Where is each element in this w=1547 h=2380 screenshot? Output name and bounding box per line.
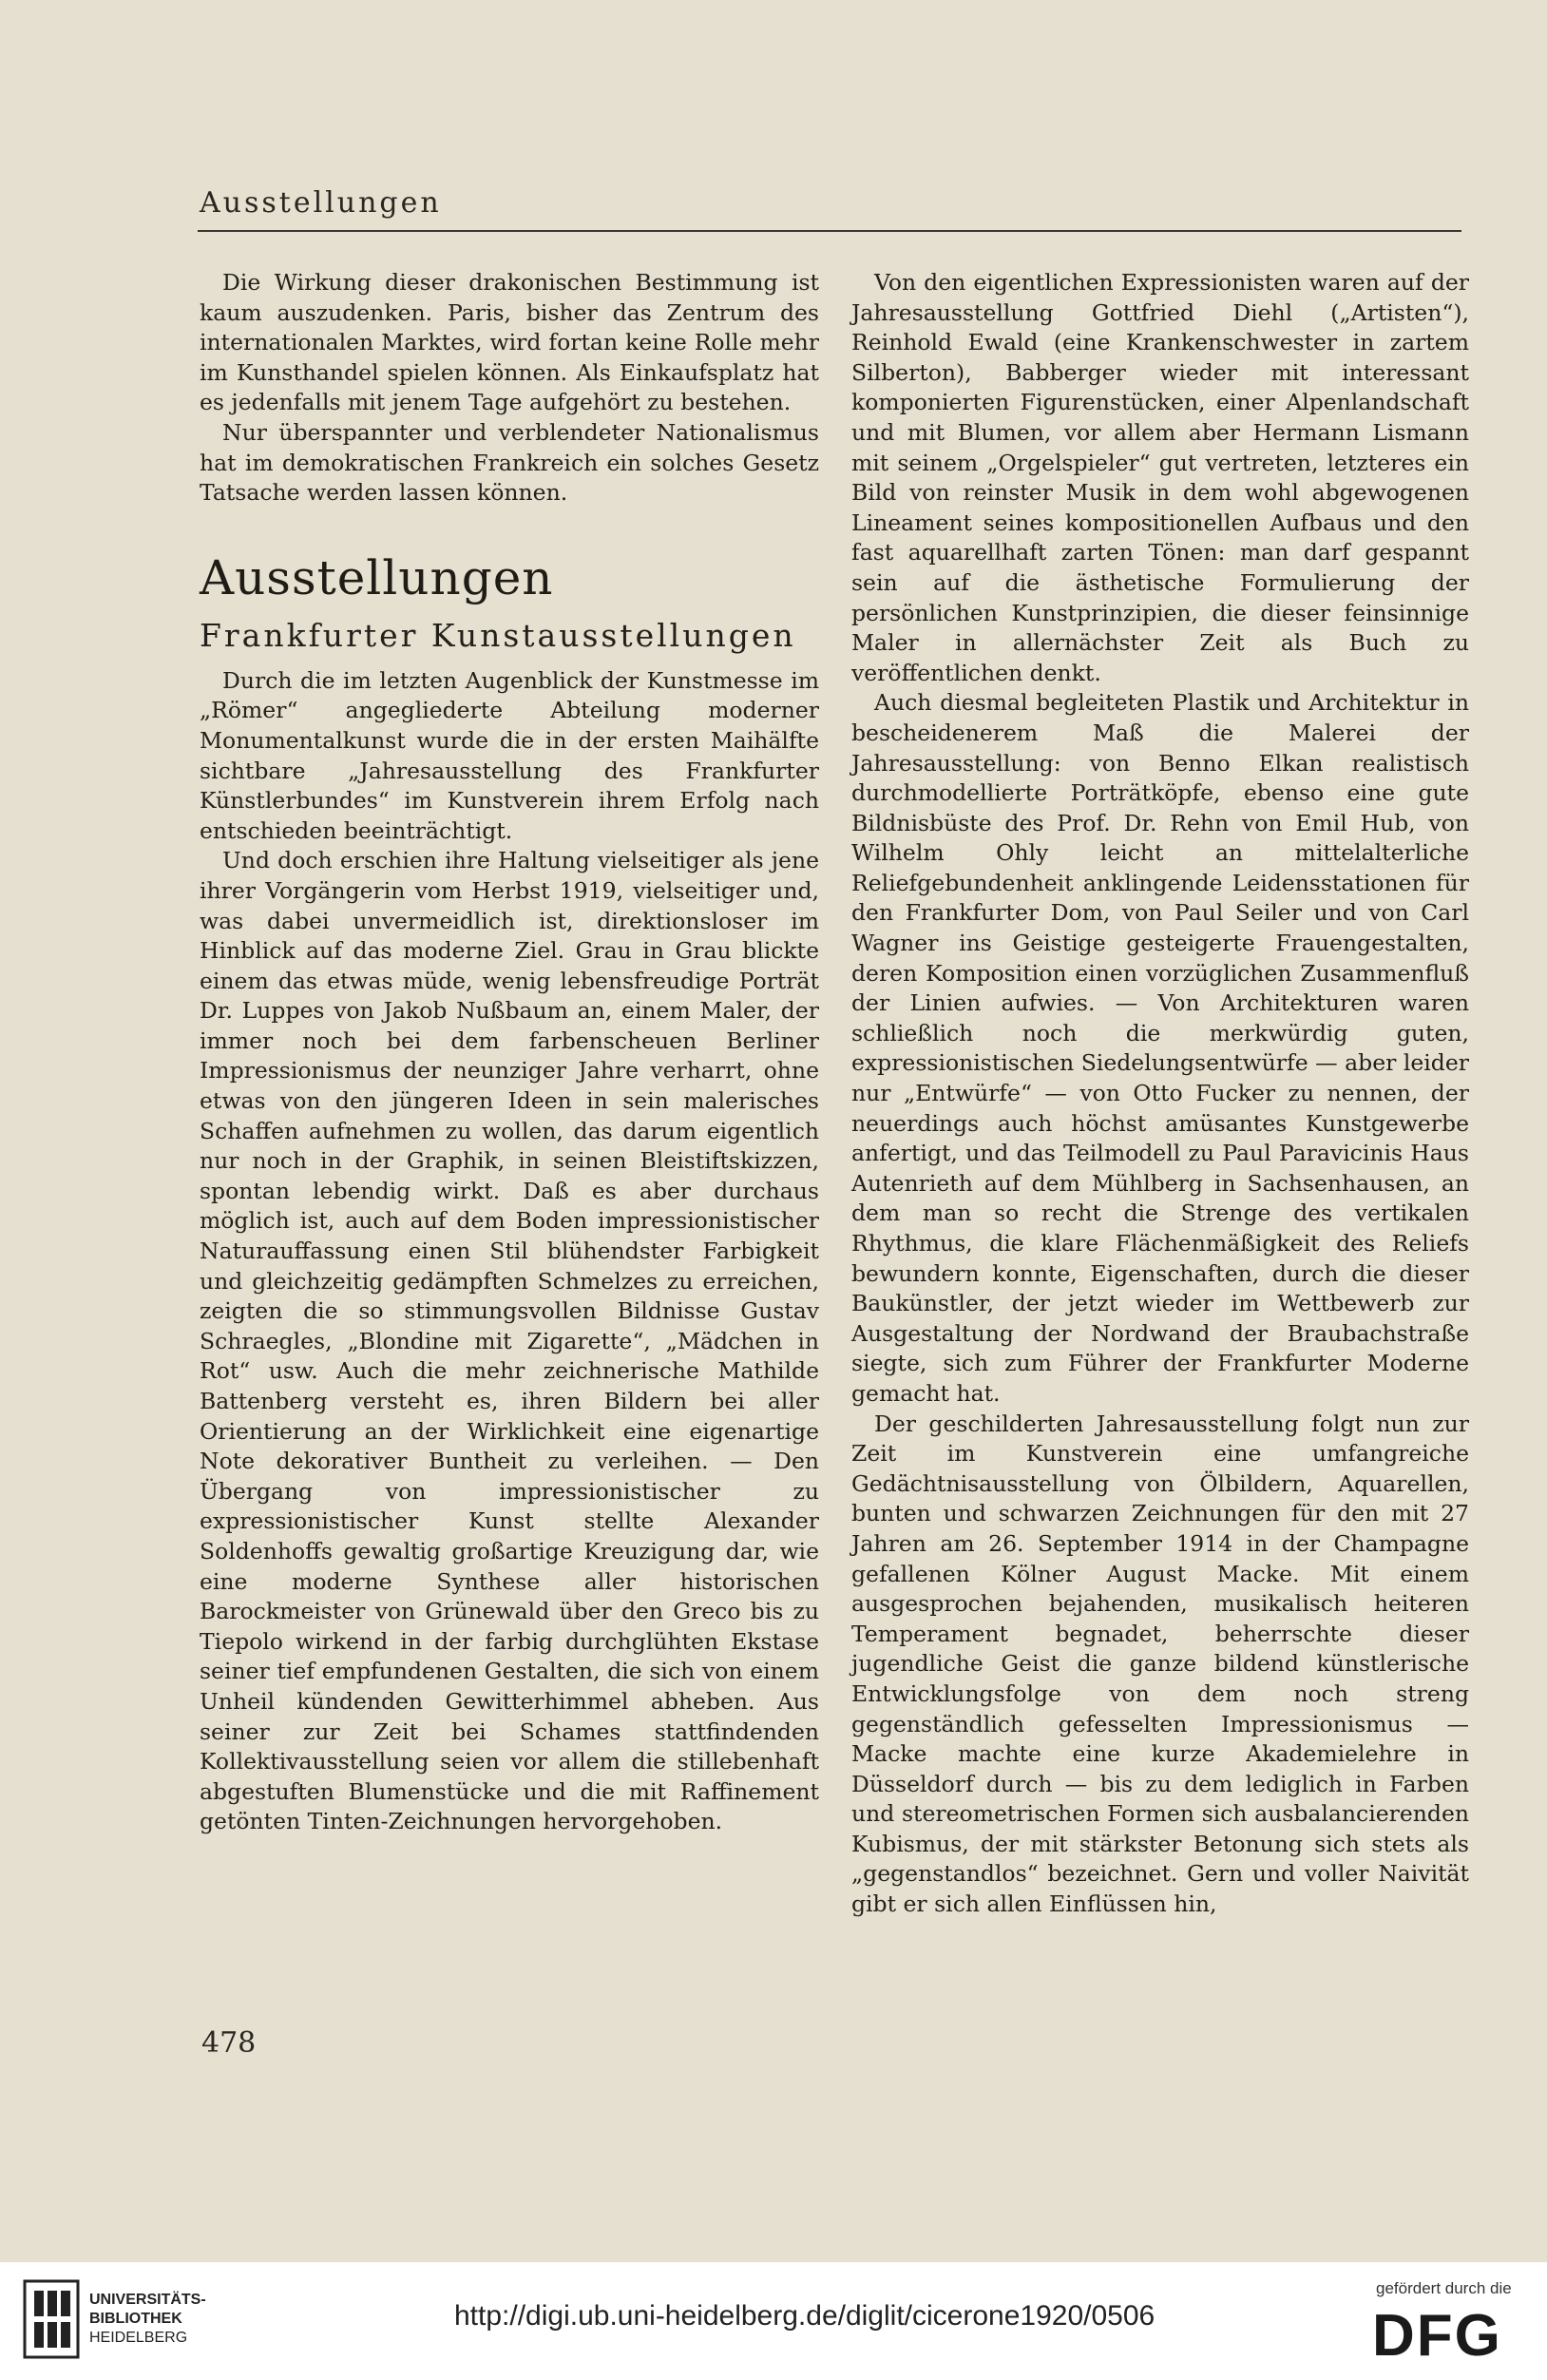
- paragraph: Der geschilderten Jahresausstellung folgt nun zur Zeit im Kunstverein eine umfangreiche Gedächtnisausstellung von Ölbildern, Aquarellen, bunten und schwarzen Zeichnungen für den mit 27 Jahren am 26. September 1914 in der Champagne gefallenen Kölner August Macke. Mit einem ausgesprochen bejahenden, musikalisch heiteren Temperament begnadet, beherrschte dieser jugendliche Geist die ganze bildend künstlerische Entwicklungsfolge von dem noch streng gegenständlich gefesselten Impressionismus — Macke machte eine kurze Akademielehre in Düsseldorf durch — bis zu dem lediglich in Farben und stereometrischen Formen sich ausbalancierenden Kubismus, der mit stärkster Betonung sich stets als „gegenstandlos“ bezeichnet. Gern und voller Naivität gibt er sich allen Einflüssen hin,: [851, 1410, 1469, 1918]
- university-library-logo-icon: [23, 2279, 80, 2359]
- running-head: Ausstellungen: [200, 186, 442, 220]
- paragraph: Auch diesmal begleiteten Plastik und Architektur in bescheidenerem Maß die Malerei der Jahresausstellung: von Benno Elkan realistisch durchmodellierte Porträtköpfe, ebenso eine gute Bildnisbüste des Prof. Dr. Rehn von Emil Hub, von Wilhelm Ohly leicht an mittelalterliche Reliefgebundenheit anklingende Leidensstationen für den Frankfurter Dom, von Paul Seiler und von Carl Wagner ins Geistige gesteigerte Frauengestalten, deren Komposition einen vorzüglichen Zusammenfluß der Linien aufwies. — Von Architekturen waren schließlich noch die merkwürdig guten, expressionistischen Siedelungsentwürfe — aber leider nur „Entwürfe“ — von Otto Fucker zu nennen, der neuerdings auch höchst amüsantes Kunstgewerbe anfertigt, und das Teilmodell zu Paul Paravicinis Haus Autenrieth auf dem Mühlberg in Sachsenhausen, an dem man so recht die Strenge des vertikalen Rhythmus, die klare Flächenmäßigkeit des Reliefs bewundern konnte, Eigenschaften, durch die dieser Baukünstler, der jetzt wieder im Wettbewerb zur Ausgestaltung der Nordwand der Braubachstraße siegte, sich zum Führer der Frankfurter Moderne gemacht hat.: [851, 689, 1469, 1407]
- page-number: 478: [201, 2026, 257, 2060]
- paragraph: Nur überspannter und verblendeter Nationalismus hat im demokratischen Frankreich ein solches Gesetz Tatsache werden lassen können.: [200, 418, 819, 507]
- footer-bar: [0, 2262, 1547, 2380]
- right-column: [851, 268, 1469, 1920]
- section-title: Ausstellungen: [200, 549, 554, 605]
- header-rule: [198, 230, 1461, 232]
- section-subtitle: Frankfurter Kunstausstellungen: [200, 616, 796, 654]
- permalink-url[interactable]: http://digi.ub.uni-heidelberg.de/diglit/cicerone1920/0506: [454, 2300, 1155, 2332]
- library-name-line: UNIVERSITÄTS-: [89, 2292, 206, 2308]
- library-name-line: BIBLIOTHEK: [89, 2311, 182, 2327]
- library-name: [89, 2291, 206, 2348]
- library-name-line: HEIDELBERG: [89, 2330, 188, 2346]
- paragraph: Die Wirkung dieser drakonischen Bestimmung ist kaum auszudenken. Paris, bisher das Zentrum des internationalen Marktes, wird fortan keine Rolle mehr im Kunsthandel spielen können. Als Einkaufsplatz hat es jedenfalls mit jenem Tage aufgehört zu bestehen.: [200, 269, 819, 416]
- paragraph: Durch die im letzten Augenblick der Kunstmesse im „Römer“ angegliederte Abteilung moderner Monumentalkunst wurde die in der ersten Maihälfte sichtbare „Jahresausstellung des Frankfurter Künstlerbundes“ im Kunstverein ihrem Erfolg nach entschieden beeinträchtigt.: [200, 666, 819, 844]
- funding-note: gefördert durch die: [1376, 2279, 1512, 2297]
- paragraph: Und doch erschien ihre Haltung vielseitiger als jene ihrer Vorgängerin vom Herbst 1919, vielseitiger und, was dabei unvermeidlich ist, direktionsloser im Hinblick auf das moderne Ziel. Grau in Grau blickte einem das etwas müde, wenig lebensfreudige Porträt Dr. Luppes von Jakob Nußbaum an, einem Maler, der immer noch bei dem farbenscheuen Berliner Impressionismus der neunziger Jahre verharrt, ohne etwas von den jüngeren Ideen in sein malerisches Schaffen aufnehmen zu wollen, das darum eigentlich nur noch in der Graphik, in seinen Bleistiftskizzen, spontan lebendig wirkt. Daß es aber durchaus möglich ist, auch auf dem Boden impressionistischer Naturauffassung einen Stil blühendster Farbigkeit und gleichzeitig gedämpften Schmelzes zu erreichen, zeigten die so stimmungsvollen Bildnisse Gustav Schraegles, „Blondine mit Zigarette“, „Mädchen in Rot“ usw. Auch die mehr zeichnerische Mathilde Battenberg versteht es, ihren Bildern bei aller Orientierung an der Wirklichkeit eine eigenartige Note dekorativer Buntheit zu verleihen. — Den Übergang von impressionistischer zu expressionistischer Kunst stellte Alexander Soldenhoffs gewaltig großartige Kreuzigung dar, wie eine moderne Synthese aller historischen Barockmeister von Grünewald über den Greco bis zu Tiepolo wirkend in der farbig durchglühten Ekstase seiner tief empfundenen Gestalten, die sich von einem Unheil kündenden Gewitterhimmel abheben. Aus seiner zur Zeit bei Schames stattfindenden Kollektivausstellung seien vor allem die stillebenhaft abgestuften Blumenstücke und die mit Raffinement getönten Tinten-Zeichnungen hervorgehoben.: [200, 847, 819, 1835]
- dfg-logo: DFG: [1372, 2303, 1502, 2369]
- paragraph: Von den eigentlichen Expressionisten waren auf der Jahresausstellung Gottfried Diehl („Artisten“), Reinhold Ewald (eine Krankenschwester in zartem Silberton), Babberger wieder mit interessant komponierten Figurenstücken, einer Alpenlandschaft und mit Blumen, vor allem aber Hermann Lismann mit seinem „Orgelspieler“ gut vertreten, letzteres ein Bild von reinster Musik in dem wohl abgewogenen Lineament seines kompositionellen Aufbaus und den fast aquarellhaft zarten Tönen: man darf gespannt sein auf die ästhetische Formulierung der persönlichen Kunstprinzipien, die dieser feinsinnige Maler in allernächster Zeit als Buch zu veröffentlichen denkt.: [851, 269, 1469, 686]
- left-column: [200, 268, 819, 1837]
